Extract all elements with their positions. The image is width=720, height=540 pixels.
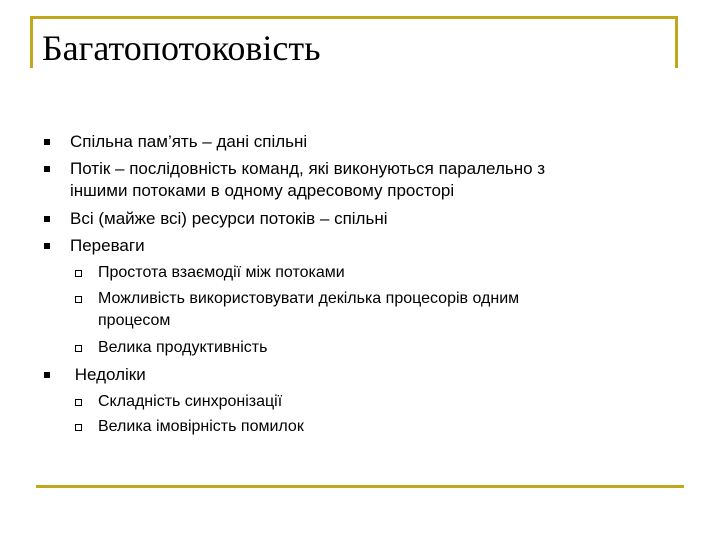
list-item <box>70 131 307 153</box>
square-bullet-icon <box>44 243 50 249</box>
square-bullet-icon <box>44 139 50 145</box>
list-item <box>70 364 146 386</box>
slide-title: Багатопотоковість <box>42 28 321 68</box>
list-item-text-continued: іншими потоками в одному адресовому просторі <box>70 181 455 200</box>
list-item-text: Потік – послідовність команд, які виконуються паралельно з <box>70 159 546 178</box>
square-bullet-icon <box>44 216 50 222</box>
list-subitem <box>98 337 267 359</box>
list-item-text-continued: процесом <box>98 312 171 329</box>
hollow-square-bullet-icon <box>75 270 82 277</box>
list-item-text: Складність синхронізації <box>98 393 283 410</box>
square-bullet-icon <box>44 166 50 172</box>
list-item-text: Переваги <box>70 236 145 255</box>
list-subitem <box>98 416 304 438</box>
list-item-text: Недоліки <box>70 365 146 384</box>
list-item-text: Велика імовірність помилок <box>98 418 304 435</box>
list-item-text: Всі (майже всі) ресурси потоків – спільні <box>70 209 388 228</box>
list-subitem <box>98 288 519 332</box>
list-item-text: Простота взаємодії між потоками <box>98 264 345 281</box>
hollow-square-bullet-icon <box>75 424 82 431</box>
hollow-square-bullet-icon <box>75 345 82 352</box>
list-subitem <box>98 262 345 284</box>
list-item <box>70 235 145 257</box>
list-subitem <box>98 391 282 413</box>
list-item-text: Велика продуктивність <box>98 339 268 356</box>
square-bullet-icon <box>44 372 50 378</box>
hollow-square-bullet-icon <box>75 399 82 406</box>
list-item-text: Спільна пам’ять – дані спільні <box>70 132 308 151</box>
list-item <box>70 208 388 230</box>
list-item-text: Можливість використовувати декілька процесорів одним <box>98 290 520 307</box>
list-item <box>70 158 545 202</box>
hollow-square-bullet-icon <box>75 296 82 303</box>
